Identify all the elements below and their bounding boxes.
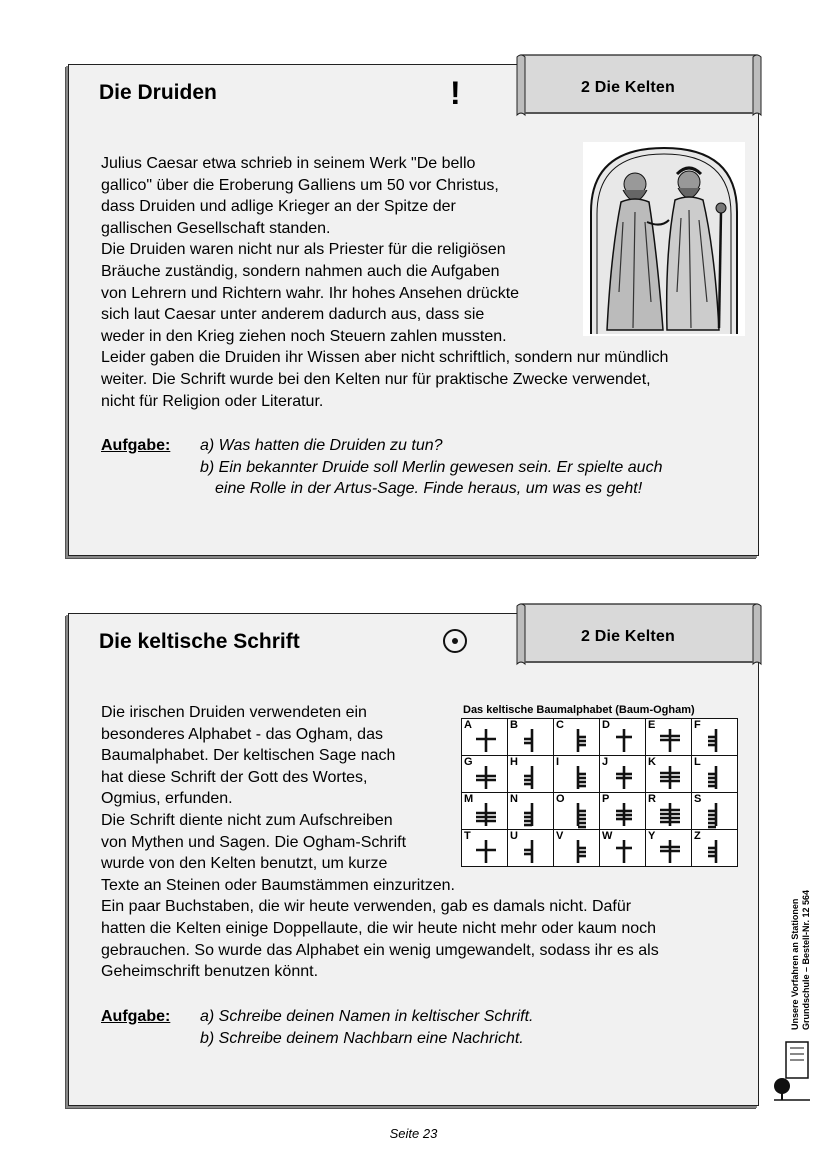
ogham-cell: [600, 719, 646, 756]
text-line: Die Schrift diente nicht zum Aufschreiben: [101, 811, 393, 829]
ogham-letter: C: [556, 719, 564, 731]
ogham-letter: N: [510, 793, 518, 805]
ogham-letter: D: [602, 719, 610, 731]
text-line: von Mythen und Sagen. Die Ogham-Schrift: [101, 833, 407, 851]
ogham-cell: [600, 756, 646, 793]
task-b: b) Ein bekannter Druide soll Merlin gewesen sein. Er spielte auch: [200, 458, 663, 476]
side-line: Grundschule – Bestell-Nr. 12 564: [801, 889, 811, 1030]
text-line: Ogmius, erfunden.: [101, 790, 233, 808]
banner-label: 2 Die Kelten: [581, 628, 675, 645]
banner-label: 2 Die Kelten: [581, 79, 675, 96]
text-line: weder in den Krieg ziehen noch Steuern zahlen mussten.: [101, 327, 507, 345]
ogham-cell: [692, 756, 738, 793]
ogham-cell: [692, 830, 738, 867]
text-line: hat diese Schrift der Gott des Wortes,: [101, 768, 368, 786]
ogham-letter: P: [602, 793, 610, 805]
ogham-cell: [692, 793, 738, 830]
text-line: Geheimschrift benutzen könnt.: [101, 963, 319, 981]
ogham-letter: H: [510, 756, 518, 768]
ogham-letter: U: [510, 830, 518, 842]
ogham-row: [462, 830, 738, 867]
ogham-letter: B: [510, 719, 518, 731]
aufgabe-block: [101, 435, 662, 500]
text-line: von Lehrern und Richtern wahr. Ihr hohes Ansehen drückte: [101, 284, 520, 302]
ogham-cell: [508, 793, 554, 830]
text-line: besonderes Alphabet - das Ogham, das: [101, 725, 383, 743]
task-b: b) Schreibe deinem Nachbarn eine Nachricht.: [200, 1029, 524, 1047]
ogham-cell: [600, 793, 646, 830]
text-line: dass Druiden und adlige Krieger an der Spitze der: [101, 198, 456, 216]
task-b-cont: eine Rolle in der Artus-Sage. Finde heraus, um was es geht!: [215, 480, 643, 498]
card-title: Die keltische Schrift: [99, 630, 300, 653]
ogham-cell: [554, 719, 600, 756]
ogham-alphabet-table: [461, 704, 747, 867]
text-line: wurde von den Kelten benutzt, um kurze: [101, 855, 388, 873]
ogham-cell: [554, 830, 600, 867]
page-number: Seite 23: [389, 1126, 438, 1141]
druids-illustration: [583, 142, 745, 336]
ogham-letter: W: [602, 830, 613, 842]
text-line: Julius Caesar etwa schrieb in seinem Werk "De bello: [101, 155, 476, 172]
ogham-letter: E: [648, 719, 656, 731]
ogham-letter: R: [648, 793, 656, 805]
ogham-letter: S: [694, 793, 702, 805]
ogham-letter: L: [694, 756, 701, 768]
task-a: a) Schreibe deinen Namen in keltischer Schrift.: [200, 1008, 534, 1025]
ogham-cell: [646, 756, 692, 793]
side-publisher-text: [790, 890, 812, 1030]
ogham-cell: [554, 793, 600, 830]
ogham-cell: [462, 719, 508, 756]
ogham-letter: J: [602, 756, 609, 768]
ogham-cell: [508, 830, 554, 867]
text-line: Die Druiden waren nicht nur als Priester für die religiösen: [101, 241, 506, 259]
text-line: Leider gaben die Druiden ihr Wissen aber nicht schriftlich, sondern nur mündlich: [101, 349, 669, 367]
text-line: gebrauchen. So wurde das Alphabet ein wenig umgewandelt, sodass ihr es als: [101, 941, 659, 959]
text-line: Bräuche zuständig, sondern nahmen auch die Aufgaben: [101, 262, 500, 280]
text-line: weiter. Die Schrift wurde bei den Kelten nur für praktische Zwecke verwendet,: [101, 370, 651, 388]
ogham-letter: I: [556, 756, 560, 768]
ogham-grid: [461, 718, 738, 867]
ogham-row: [462, 793, 738, 830]
aufgabe-block: [101, 1006, 534, 1049]
ogham-row: [462, 756, 738, 793]
ogham-cell: [646, 830, 692, 867]
ogham-cell: [462, 756, 508, 793]
aufgabe-label: Aufgabe:: [101, 437, 171, 454]
text-line: gallischen Gesellschaft standen.: [101, 219, 331, 237]
ogham-letter: Z: [694, 830, 701, 842]
text-line: sich laut Caesar unter anderem dadurch aus, dass sie: [101, 306, 485, 324]
ogham-cell: [508, 756, 554, 793]
card-title: Die Druiden: [99, 81, 217, 104]
aufgabe-label: Aufgabe:: [101, 1008, 171, 1025]
ogham-letter: K: [648, 756, 656, 768]
text-line: gallico" über die Eroberung Galliens um 50 vor Christus,: [101, 176, 499, 194]
side-line: Unsere Vorfahren an Stationen: [790, 898, 800, 1030]
target-icon: [443, 629, 467, 653]
ogham-letter: V: [556, 830, 564, 842]
ogham-letter: Y: [648, 830, 656, 842]
ogham-cell: [462, 830, 508, 867]
ogham-glyph-icon: [554, 756, 599, 792]
ogham-cell: [462, 793, 508, 830]
text-line: nicht für Religion oder Literatur.: [101, 392, 324, 410]
task-a: a) Was hatten die Druiden zu tun?: [200, 437, 443, 454]
publisher-logo-icon: [770, 1040, 814, 1102]
ogham-cell: [646, 719, 692, 756]
text-line: Texte an Steinen oder Baumstämmen einzuritzen.: [101, 876, 455, 894]
ogham-cell: [692, 719, 738, 756]
ogham-letter: T: [464, 830, 471, 842]
card-keltische-schrift: [68, 613, 759, 1106]
card-die-druiden: [68, 64, 759, 556]
ogham-letter: M: [464, 793, 474, 805]
text-line: hatten die Kelten einige Doppellaute, die wir heute nicht mehr oder kaum noch: [101, 919, 657, 937]
ogham-row: [462, 719, 738, 756]
ogham-cell: [646, 793, 692, 830]
text-line: Ein paar Buchstaben, die wir heute verwenden, gab es damals nicht. Dafür: [101, 898, 632, 916]
ogham-title: Das keltische Baumalphabet (Baum-Ogham): [463, 704, 695, 716]
ogham-letter: O: [556, 793, 565, 805]
ogham-letter: A: [464, 719, 472, 731]
text-line: Die irischen Druiden verwendeten ein: [101, 704, 367, 721]
text-line: Baumalphabet. Der keltischen Sage nach: [101, 747, 396, 765]
exclamation-icon: !: [450, 75, 461, 111]
ogham-cell: [554, 756, 600, 793]
ogham-letter: G: [464, 756, 473, 768]
ogham-cell: [508, 719, 554, 756]
ogham-letter: F: [694, 719, 701, 731]
ogham-cell: [600, 830, 646, 867]
